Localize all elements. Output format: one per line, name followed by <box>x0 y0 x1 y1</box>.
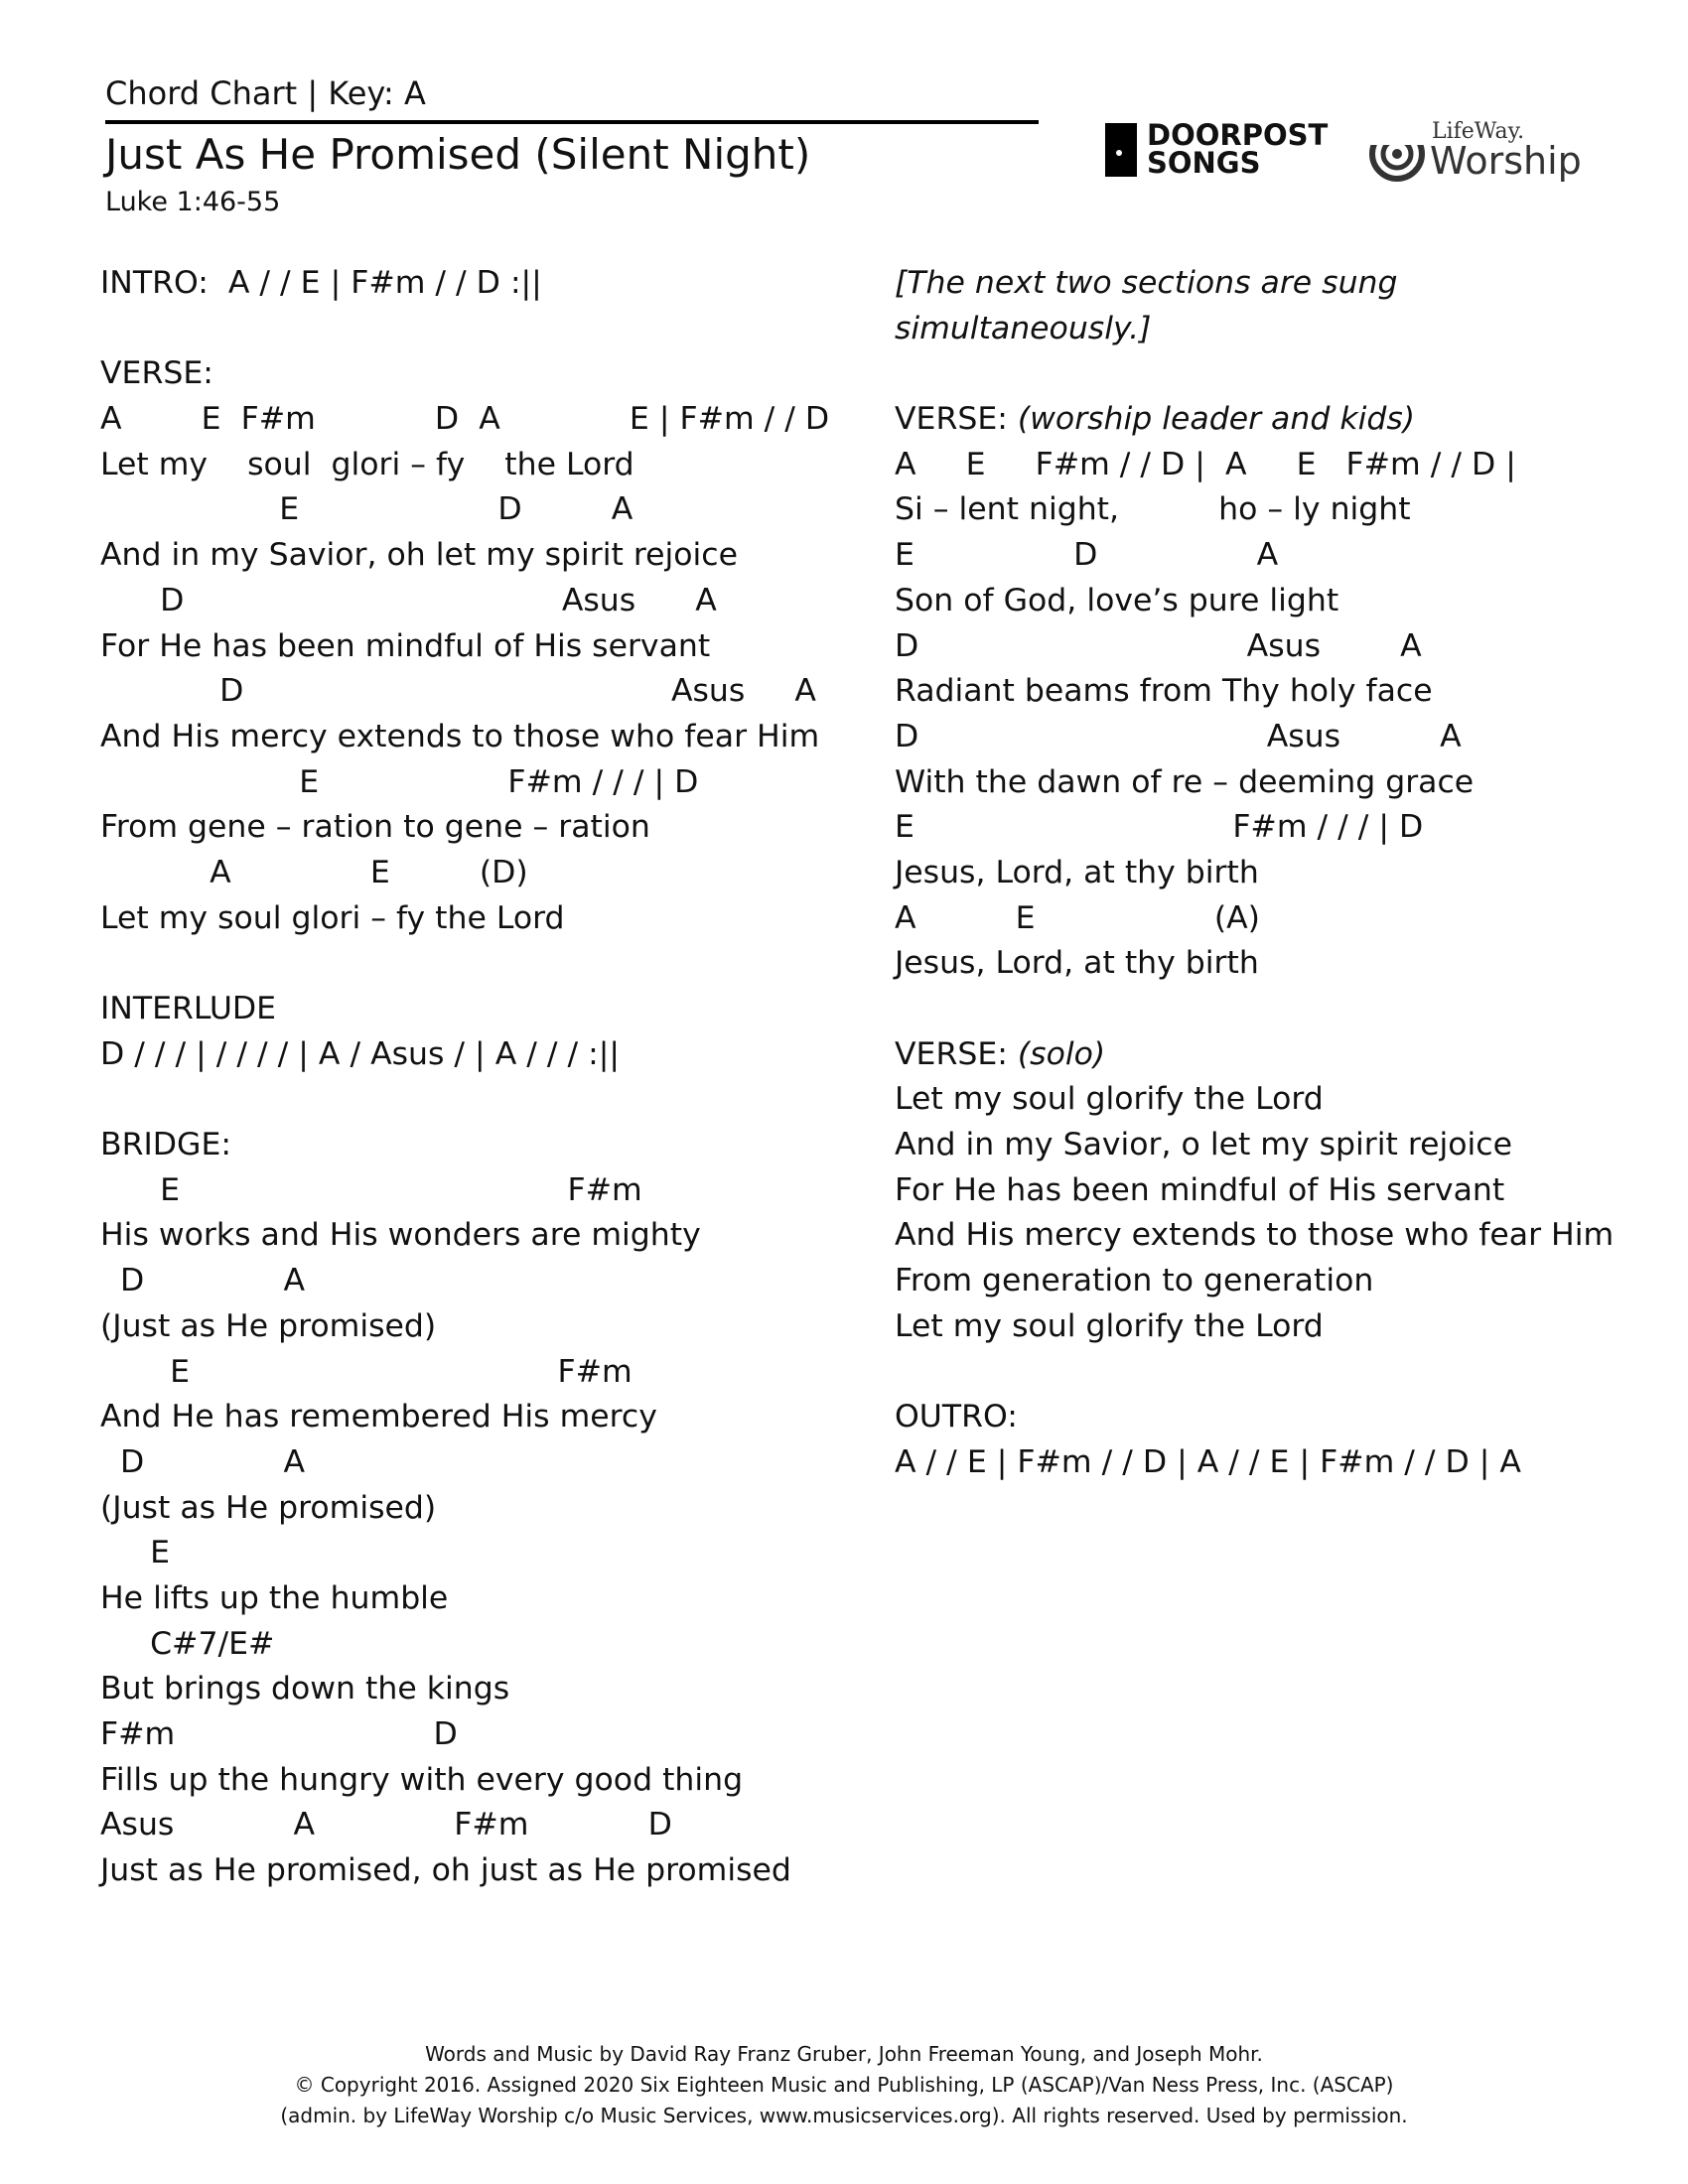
verse-performer-note: (worship leader and kids) <box>1017 401 1416 438</box>
lyric-line: And His mercy extends to those who fear Him <box>100 718 820 754</box>
right-column <box>895 261 1669 1486</box>
bridge-label: BRIDGE: <box>100 1127 231 1163</box>
lyric-line: Jesus, Lord, at thy birth <box>895 945 1259 982</box>
lyric-line: And His mercy extends to those who fear Him <box>895 1217 1615 1254</box>
lifeway-swirl-icon <box>1368 125 1426 183</box>
lyric-line: But brings down the kings <box>100 1671 510 1707</box>
lyric-line: Let my soul glori – fy the Lord <box>100 446 634 482</box>
chord-line: C#7/E# <box>100 1625 275 1662</box>
chord-line: A E (A) <box>895 899 1260 936</box>
lyric-line: Just as He promised, oh just as He promised <box>100 1852 791 1889</box>
chord-line: D Asus A <box>100 673 816 710</box>
chord-line: E F#m / / / | D <box>100 763 699 800</box>
chord-line: D Asus A <box>100 582 717 618</box>
lifeway-logo-text: LifeWay. <box>1432 119 1525 144</box>
verse-label: VERSE: <box>100 355 213 392</box>
lifeway-worship-logo <box>1368 117 1582 183</box>
intro-line: INTRO: A / / E | F#m / / D :|| <box>100 265 542 301</box>
chord-line: E D A <box>100 491 633 528</box>
lyric-line: From generation to generation <box>895 1263 1374 1299</box>
chord-line: Asus A F#m D <box>100 1807 672 1843</box>
songs-logo-text: SONGS <box>1147 146 1261 180</box>
chord-line: D Asus A <box>895 718 1462 754</box>
left-column <box>100 261 855 1894</box>
chord-line: A E F#m / / D | A E F#m / / D | <box>895 446 1516 482</box>
chord-line: E F#m <box>100 1171 642 1208</box>
verse-performer-note: (solo) <box>1017 1035 1106 1072</box>
admin-line: (admin. by LifeWay Worship c/o Music Services, www.musicservices.org). All rights reserved. Used by permission. <box>280 2104 1408 2127</box>
chord-line: F#m D <box>100 1716 458 1752</box>
lyric-line: Jesus, Lord, at thy birth <box>895 854 1259 890</box>
performance-note: simultaneously.] <box>895 310 1152 346</box>
chord-line: D A <box>100 1443 306 1480</box>
lyric-line: Let my soul glorify the Lord <box>895 1081 1324 1118</box>
lyric-line: Fills up the hungry with every good thing <box>100 1761 744 1798</box>
chord-line: E <box>100 1535 170 1571</box>
lyric-line: From gene – ration to gene – ration <box>100 809 650 846</box>
lyric-line: And in my Savior, o let my spirit rejoice <box>895 1127 1512 1163</box>
chord-line: D Asus A <box>895 627 1422 664</box>
chart-type-label: Chord Chart | Key: A <box>105 74 426 112</box>
door-icon <box>1105 123 1137 177</box>
interlude-label: INTERLUDE <box>100 991 277 1026</box>
chord-line: E F#m / / / | D <box>895 809 1424 846</box>
lyric-line: Si – lent night, ho – ly night <box>895 491 1411 528</box>
worship-logo-text: Worship <box>1430 139 1582 183</box>
chord-line: D A <box>100 1263 306 1299</box>
scripture-reference: Luke 1:46-55 <box>105 187 281 217</box>
lyric-line: For He has been mindful of His servant <box>895 1171 1505 1208</box>
lyric-line: With the dawn of re – deeming grace <box>895 763 1475 800</box>
credits-line: Words and Music by David Ray Franz Gruber, John Freeman Young, and Joseph Mohr. <box>425 2042 1263 2066</box>
lyric-line: For He has been mindful of His servant <box>100 627 711 664</box>
title-divider <box>105 120 1039 124</box>
lyric-line: He lifts up the humble <box>100 1579 449 1616</box>
lyric-line: (Just as He promised) <box>100 1307 437 1344</box>
doorpost-logo-text: DOORPOST <box>1147 118 1329 152</box>
lyric-line: Son of God, love’s pure light <box>895 582 1339 618</box>
chord-line: A E (D) <box>100 854 528 890</box>
chord-line: E F#m <box>100 1353 633 1390</box>
interlude-line: D / / / | / / / / | A / Asus / | A / / / :|| <box>100 1035 620 1072</box>
lyric-line: Let my soul glorify the Lord <box>895 1307 1324 1344</box>
copyright-line: © Copyright 2016. Assigned 2020 Six Eighteen Music and Publishing, LP (ASCAP)/Van Ness Press, Inc. (ASCAP) <box>294 2073 1394 2097</box>
chord-line: E D A <box>895 537 1279 574</box>
verse-label <box>895 1032 1669 1078</box>
outro-label: OUTRO: <box>895 1399 1018 1435</box>
chord-line: A E F#m D A E | F#m / / D <box>100 401 830 438</box>
lyric-line: His works and His wonders are mighty <box>100 1217 701 1254</box>
performance-note: [The next two sections are sung <box>895 265 1398 301</box>
lyric-line: And He has remembered His mercy <box>100 1399 657 1435</box>
song-title: Just As He Promised (Silent Night) <box>105 130 811 179</box>
lyric-line: (Just as He promised) <box>100 1489 437 1526</box>
outro-line: A / / E | F#m / / D | A / / E | F#m / / D | A <box>895 1443 1521 1480</box>
verse-label-text: VERSE: <box>895 1035 1008 1072</box>
verse-label <box>895 397 1669 443</box>
lyric-line: Radiant beams from Thy holy face <box>895 673 1433 710</box>
copyright-footer <box>0 2039 1688 2131</box>
verse-label-text: VERSE: <box>895 401 1008 438</box>
doorpost-songs-logo <box>1105 118 1336 180</box>
lyric-line: And in my Savior, oh let my spirit rejoice <box>100 537 738 574</box>
lyric-line: Let my soul glori – fy the Lord <box>100 899 565 936</box>
